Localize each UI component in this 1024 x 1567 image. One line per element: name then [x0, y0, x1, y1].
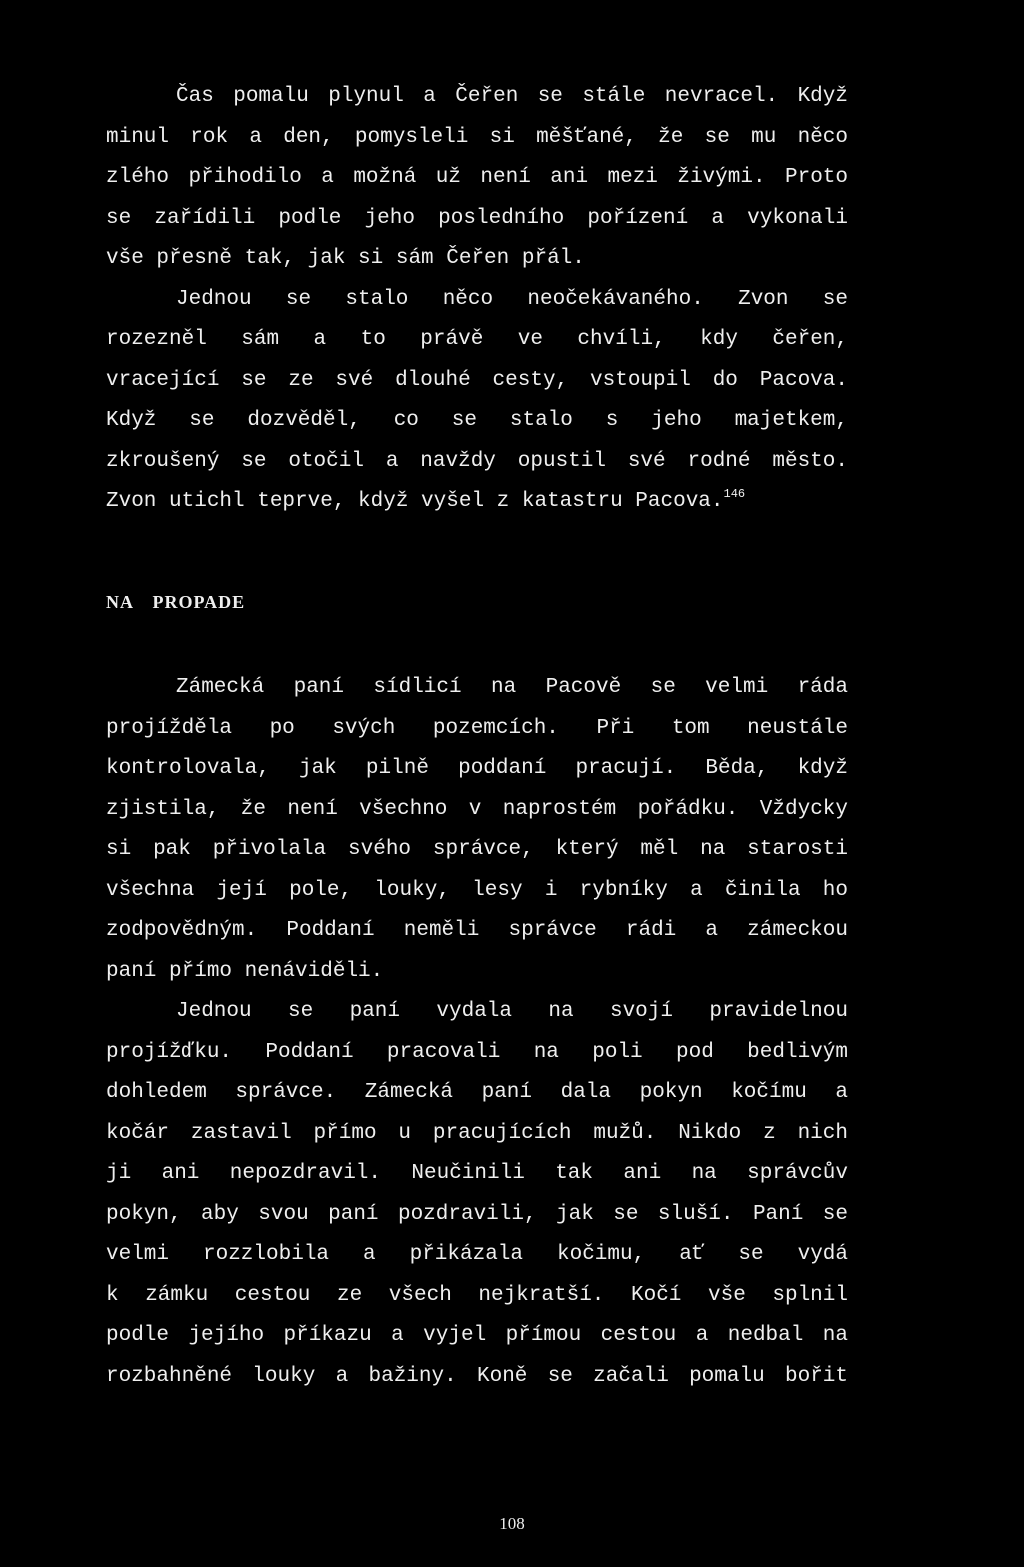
text-line: všechna její pole, louky, lesy i rybníky a činila ho — [106, 878, 848, 902]
page-number: 108 — [499, 1514, 525, 1533]
text-line: vracející se ze své dlouhé cesty, vstoupil do Pacova. — [106, 368, 848, 392]
paragraph-block-cerен — [106, 77, 848, 523]
text-line: k zámku cestou ze všech nejkratší. Kočí vše splnil — [106, 1283, 848, 1307]
text-line-content: Zvon utichl teprve, když vyšel z katastru Pacova. — [106, 490, 724, 513]
text-line: Jednou se stalo něco neočekávaného. Zvon se — [176, 287, 848, 311]
text-line: vše přesně tak, jak si sám Čeřen přál. — [106, 247, 585, 270]
text-line: pokyn, aby svou paní pozdravili, jak se sluší. Paní se — [106, 1202, 848, 1226]
text-line: podle jejího příkazu a vyjel přímou cestou a nedbal na — [106, 1324, 848, 1347]
text-line: paní přímo nenáviděli. — [106, 959, 384, 983]
text-line: Zámecká paní sídlicí na Pacově se velmi ráda — [176, 676, 848, 699]
text-line: zjistila, že není všechno v naprostém pořádku. Vždycky — [106, 797, 848, 821]
text-line: se zařídili podle jeho posledního pořízení a vykonali — [106, 206, 848, 230]
text-line: zodpovědným. Poddaní neměli správce rádi a zámeckou — [106, 919, 848, 942]
text-line: zlého přihodilo a možná už není ani mezi živými. Proto — [106, 166, 848, 189]
text-line: velmi rozzlobila a přikázala kočimu, ať se vydá — [106, 1243, 848, 1266]
text-line: si pak přivolala svého správce, který měl na starosti — [106, 838, 848, 861]
text-line: kočár zastavil přímo u pracujících mužů. Nikdo z nich — [106, 1121, 848, 1145]
text-line: projížďku. Poddaní pracovali na poli pod bedlivým — [106, 1040, 848, 1064]
text-line: dohledem správce. Zámecká paní dala pokyn kočímu a — [106, 1081, 848, 1104]
text-line: Jednou se paní vydala na svojí pravidelnou — [176, 1000, 848, 1023]
text-line-with-footnote — [106, 482, 848, 523]
text-line: zkroušený se otočil a navždy opustil své rodné město. — [106, 449, 848, 473]
text-line: projížděla po svých pozemcích. Při tom neustále — [106, 716, 848, 740]
section-heading: NA PROPADE — [106, 592, 246, 612]
text-line: rozezněl sám a to právě ve chvíli, kdy čeřen, — [106, 328, 848, 351]
text-line: ji ani nepozdravil. Neučinili tak ani na správcův — [106, 1162, 848, 1185]
text-line: rozbahněné louky a bažiny. Koně se začali pomalu bořit — [106, 1364, 848, 1388]
text-line: kontrolovala, jak pilně poddaní pracují. Běda, když — [106, 757, 848, 780]
footnote-marker: 146 — [723, 487, 746, 501]
text-line: minul rok a den, pomysleli si měšťané, že se mu něco — [106, 125, 848, 149]
paragraph-block-na-propade — [106, 668, 848, 1397]
text-line: Když se dozvěděl, co se stalo s jeho majetkem, — [106, 409, 848, 432]
text-line: Čas pomalu plynul a Čeřen se stále nevracel. Když — [176, 85, 848, 108]
